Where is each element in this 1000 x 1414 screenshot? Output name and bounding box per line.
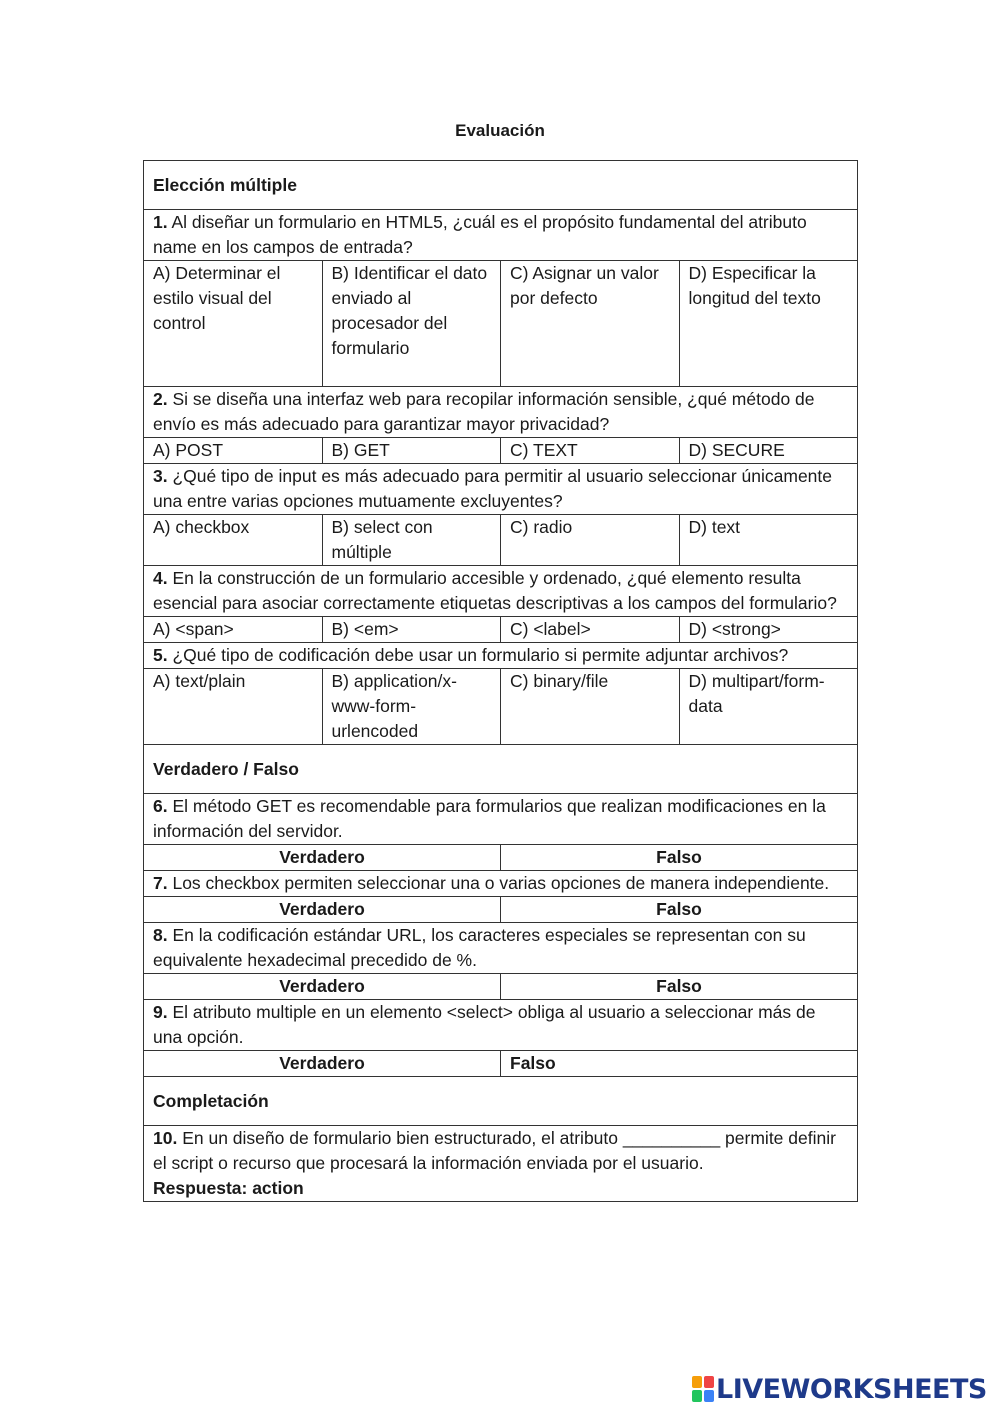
question-row — [144, 210, 858, 261]
option-b[interactable]: B) select con múltiple — [322, 515, 501, 566]
options-row — [144, 515, 858, 566]
false-option[interactable]: Falso — [501, 897, 858, 923]
question-number: 4. — [153, 568, 168, 588]
false-option[interactable]: Falso — [501, 845, 858, 871]
question-row — [144, 566, 858, 617]
option-d[interactable]: D) Especificar la longitud del texto — [679, 261, 858, 387]
option-d[interactable]: D) multipart/form-data — [679, 669, 858, 745]
question-text: Si se diseña una interfaz web para recopilar información sensible, ¿qué método de envío es más adecuado para garantizar mayor privacidad? — [153, 389, 815, 434]
question-row — [144, 923, 858, 974]
question-6 — [144, 794, 858, 845]
option-d[interactable]: D) <strong> — [679, 617, 858, 643]
question-text: ¿Qué tipo de codificación debe usar un formulario si permite adjuntar archivos? — [167, 645, 789, 665]
liveworksheets-logo — [692, 1374, 987, 1404]
question-row — [144, 871, 858, 897]
logo-block-icon — [692, 1390, 702, 1402]
option-b[interactable]: B) GET — [322, 438, 501, 464]
option-a[interactable]: A) Determinar el estilo visual del control — [144, 261, 323, 387]
question-row — [144, 1000, 858, 1051]
question-5 — [144, 643, 858, 669]
question-1 — [144, 210, 858, 261]
question-number: 10. — [153, 1128, 178, 1148]
option-d[interactable]: D) text — [679, 515, 858, 566]
question-number: 3. — [153, 466, 168, 486]
question-number: 6. — [153, 796, 168, 816]
question-3 — [144, 464, 858, 515]
tf-row — [144, 1051, 858, 1077]
option-c[interactable]: C) Asignar un valor por defecto — [501, 261, 680, 387]
question-text: El atributo multiple en un elemento <select> obliga al usuario a seleccionar más de una opción. — [153, 1002, 816, 1047]
question-number: 5. — [153, 645, 168, 665]
question-10 — [144, 1126, 858, 1202]
tf-row — [144, 845, 858, 871]
question-text: En la construcción de un formulario accesible y ordenado, ¿qué elemento resulta esencial para asociar correctamente etiquetas descriptivas a los campos del formulario? — [153, 568, 837, 613]
answer-text: Respuesta: action — [153, 1178, 304, 1198]
false-option[interactable]: Falso — [501, 974, 858, 1000]
question-row — [144, 464, 858, 515]
option-b[interactable]: B) application/x-www-form-urlencoded — [322, 669, 501, 745]
question-row — [144, 387, 858, 438]
question-row — [144, 643, 858, 669]
liveworksheets-logo-icon — [692, 1376, 714, 1402]
question-number: 2. — [153, 389, 168, 409]
question-number: 7. — [153, 873, 168, 893]
option-a[interactable]: A) checkbox — [144, 515, 323, 566]
section-row — [144, 745, 858, 794]
question-number: 9. — [153, 1002, 168, 1022]
true-option[interactable]: Verdadero — [144, 897, 501, 923]
section-completion: Completación — [144, 1077, 858, 1126]
question-text: ¿Qué tipo de input es más adecuado para permitir al usuario seleccionar únicamente una entre varias opciones mutuamente excluyentes? — [153, 466, 833, 511]
option-c[interactable]: C) binary/file — [501, 669, 680, 745]
question-7 — [144, 871, 858, 897]
option-c[interactable]: C) <label> — [501, 617, 680, 643]
logo-block-icon — [704, 1390, 714, 1402]
logo-text: LIVEWORKSHEETS — [716, 1373, 987, 1405]
section-row — [144, 161, 858, 210]
question-text: En un diseño de formulario bien estructurado, el atributo __________ permite definir el script o recurso que procesará la información enviada por el usuario. — [153, 1128, 836, 1173]
question-text: Los checkbox permiten seleccionar una o varias opciones de manera independiente. — [167, 873, 830, 893]
logo-block-icon — [704, 1376, 714, 1388]
option-a[interactable]: A) <span> — [144, 617, 323, 643]
section-true-false: Verdadero / Falso — [144, 745, 858, 794]
question-row — [144, 1126, 858, 1202]
option-a[interactable]: A) POST — [144, 438, 323, 464]
option-c[interactable]: C) radio — [501, 515, 680, 566]
question-4 — [144, 566, 858, 617]
question-number: 1. — [153, 212, 168, 232]
question-text: El método GET es recomendable para formularios que realizan modificaciones en la información del servidor. — [153, 796, 826, 841]
options-row — [144, 669, 858, 745]
tf-row — [144, 897, 858, 923]
true-option[interactable]: Verdadero — [144, 845, 501, 871]
section-multiple-choice: Elección múltiple — [144, 161, 858, 210]
question-number: 8. — [153, 925, 168, 945]
question-row — [144, 794, 858, 845]
question-text: Al diseñar un formulario en HTML5, ¿cuál es el propósito fundamental del atributo name en los campos de entrada? — [153, 212, 807, 257]
true-option[interactable]: Verdadero — [144, 974, 501, 1000]
false-option[interactable]: Falso — [501, 1051, 858, 1077]
tf-row — [144, 974, 858, 1000]
question-9 — [144, 1000, 858, 1051]
option-b[interactable]: B) <em> — [322, 617, 501, 643]
options-row — [144, 617, 858, 643]
question-8 — [144, 923, 858, 974]
question-text: En la codificación estándar URL, los caracteres especiales se representan con su equivalente hexadecimal precedido de %. — [153, 925, 806, 970]
section-row — [144, 1077, 858, 1126]
true-option[interactable]: Verdadero — [144, 1051, 501, 1077]
option-d[interactable]: D) SECURE — [679, 438, 858, 464]
question-2 — [144, 387, 858, 438]
options-row — [144, 261, 858, 387]
page-title: Evaluación — [455, 121, 545, 140]
option-b[interactable]: B) Identificar el dato enviado al procesador del formulario — [322, 261, 501, 387]
option-c[interactable]: C) TEXT — [501, 438, 680, 464]
option-a[interactable]: A) text/plain — [144, 669, 323, 745]
options-row — [144, 438, 858, 464]
evaluation-table — [143, 160, 858, 1202]
logo-block-icon — [692, 1376, 702, 1388]
